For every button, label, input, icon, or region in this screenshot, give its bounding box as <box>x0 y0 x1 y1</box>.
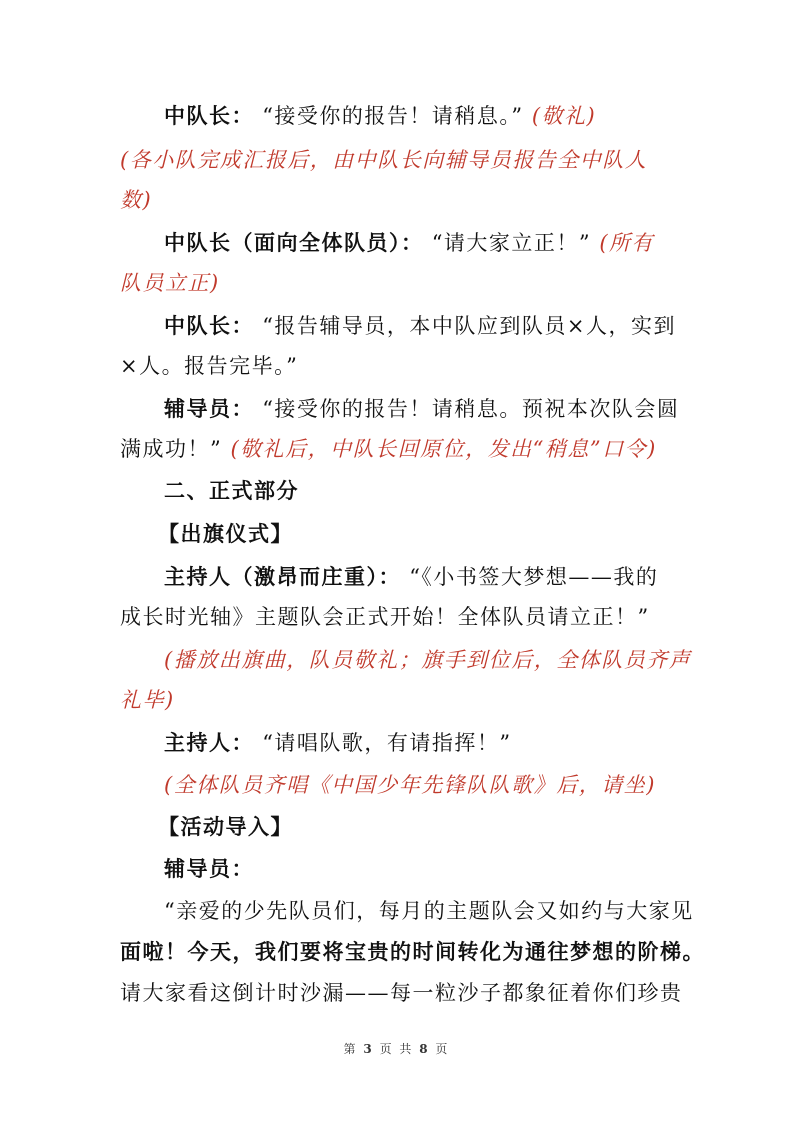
stage-direction: 队员立正) <box>120 271 220 295</box>
dialogue-text: “接受你的报告！请稍息。” <box>262 104 524 128</box>
dialogue-text: “接受你的报告！请稍息。预祝本次队会圆 <box>262 397 680 421</box>
stage-direction: (敬礼后，中队长回原位，发出“稍息”口令) <box>230 437 657 461</box>
dialogue-text: “请唱队歌，有请指挥！” <box>262 731 512 755</box>
speaker-label: 中队长： <box>164 103 254 128</box>
footer-suffix: 页 <box>435 1042 450 1056</box>
footer-mid: 页 共 <box>379 1042 414 1056</box>
subsection-heading: 【出旗仪式】 <box>158 521 293 546</box>
dialogue-line <box>164 306 684 346</box>
dialogue-line <box>164 389 684 429</box>
dialogue-text: 面啦！今天，我们要将宝贵的时间转化为通往梦想的阶梯。 <box>120 939 705 964</box>
dialogue-line <box>164 723 684 763</box>
dialogue-line <box>164 557 684 597</box>
stage-direction: (所有 <box>599 231 655 255</box>
speaker-label: 中队长： <box>164 313 254 338</box>
speaker-label: 辅导员： <box>164 856 254 881</box>
speaker-label: 主持人： <box>164 730 254 755</box>
dialogue-text: “《小书签大梦想——我的 <box>409 565 659 589</box>
stage-direction: (全体队员齐唱《中国少年先锋队队歌》后，请坐) <box>164 773 656 797</box>
section-heading: 二、正式部分 <box>164 478 299 503</box>
footer-prefix: 第 <box>343 1042 358 1056</box>
total-page-number: 8 <box>419 1042 430 1056</box>
dialogue-text: 满成功！” <box>120 437 223 461</box>
dialogue-line <box>164 96 684 136</box>
dialogue-text: 成长时光轴》主题队会正式开始！全体队员请立正！” <box>120 605 650 629</box>
dialogue-text: “报告辅导员，本中队应到队员×人，实到 <box>262 314 677 338</box>
dialogue-text: “亲爱的少先队员们，每月的主题队会又如约与大家见 <box>164 899 694 923</box>
dialogue-text: 请大家看这倒计时沙漏——每一粒沙子都象征着你们珍贵 <box>120 981 683 1005</box>
speaker-label: 辅导员： <box>164 396 254 421</box>
dialogue-text: “请大家立正！” <box>431 231 592 255</box>
dialogue-line <box>164 223 684 263</box>
dialogue-text: ×人。报告完毕。” <box>120 354 299 378</box>
current-page-number: 3 <box>363 1042 374 1056</box>
speaker-label: 主持人（激昂而庄重）： <box>164 564 401 589</box>
page-footer <box>0 1040 793 1057</box>
stage-direction: 礼毕) <box>120 688 175 712</box>
stage-direction: (播放出旗曲，队员敬礼；旗手到位后，全体队员齐声 <box>164 648 692 672</box>
dialogue-line <box>120 429 680 469</box>
subsection-heading: 【活动导入】 <box>158 814 293 839</box>
speaker-label: 中队长（面向全体队员）： <box>164 230 424 255</box>
stage-direction: (敬礼) <box>531 104 597 128</box>
stage-direction: 数) <box>120 188 153 212</box>
stage-direction: (各小队完成汇报后，由中队长向辅导员报告全中队人 <box>120 148 648 172</box>
